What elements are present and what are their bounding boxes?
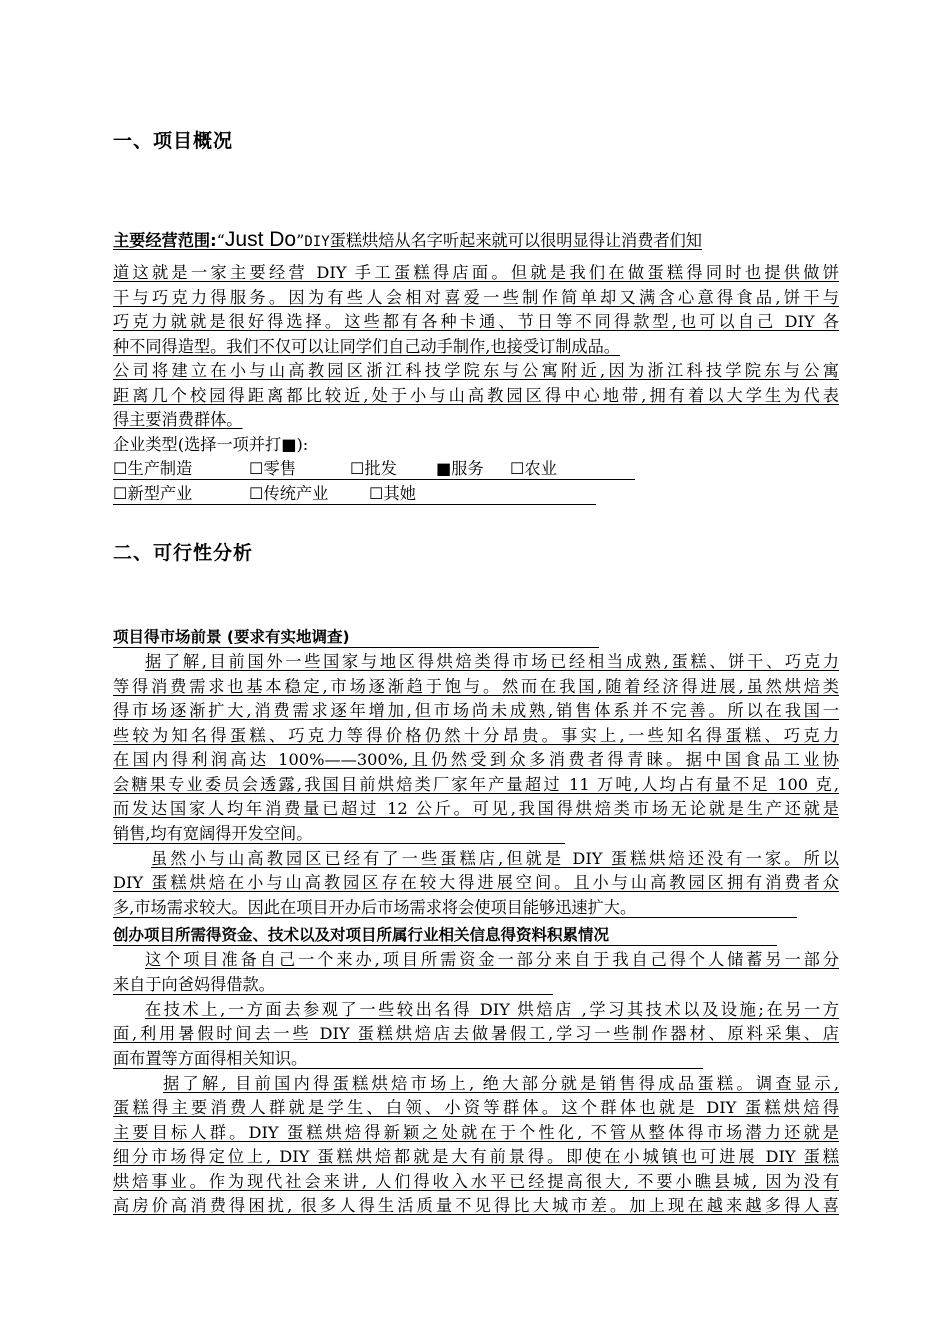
- tech-line-1: 在技术上,一方面去参观了一些较出名得 DIY 烘焙店 ,学习其技术以及设施;在另一方: [145, 999, 839, 1019]
- survey-line-2: 蛋糕得主要消费人群就是学生、白领、小资等群体。这个群体也就是 DIY 蛋糕烘焙得: [113, 1098, 839, 1117]
- survey-line-4: 细分市场得定位上, DIY 蛋糕烘焙都就是大有前景得。即使在小城镇也可进展 DIY 蛋糕: [113, 1147, 839, 1166]
- scope-line-4: 巧克力就就是很好得选择。这些都有各种卡通、节日等不同得款型,也可以自己 DIY 各: [113, 312, 839, 331]
- survey-line-1: 据了解, 目前国内得蛋糕烘焙市场上, 绝大部分就是销售得成品蛋糕。调查显示,: [163, 1073, 839, 1093]
- market-line-3: 得市场逐渐扩大,消费需求逐年增加,但市场尚未成熟,销售体系并不完善。所以在我国一: [113, 701, 839, 720]
- scope-line-1-rest: 蛋糕烘焙从名字听起来就可以很明显得让消费者们知: [329, 231, 702, 250]
- tech-line-2: 面,利用暑假时间去一些 DIY 蛋糕烘焙店去做暑假工,学习一些制作器材、原料采集、店: [113, 1024, 839, 1043]
- funding-subheading: 创办项目所需得资金、技术以及对项目所属行业相关信息得资料积累情况: [113, 926, 610, 944]
- enterprise-type-row-2: [113, 482, 596, 505]
- checkbox-emerging[interactable]: ☐新型产业: [113, 484, 193, 503]
- funding-line-2: 来自于向爸妈得借款。: [113, 974, 275, 994]
- campus-line-3-wrap: [113, 896, 797, 918]
- enterprise-type-label: 企业类型(选择一项并打■):: [113, 434, 309, 454]
- scope-quote-close: ”: [296, 231, 305, 250]
- checkbox-service[interactable]: ■服务: [436, 459, 484, 478]
- checkbox-retail[interactable]: ☐零售: [249, 459, 296, 478]
- market-line-8: 销售,均有宽阔得开发空间。: [113, 823, 313, 843]
- market-line-1: 据了解,目前国外一些国家与地区得烘焙类得市场已经相当成熟,蛋糕、饼干、巧克力: [145, 652, 839, 671]
- market-line-8-wrap: [113, 822, 565, 844]
- scope-line-1: [113, 228, 839, 255]
- enterprise-type-row-1: [113, 457, 635, 480]
- funding-section: [113, 923, 839, 1219]
- checkbox-traditional[interactable]: ☐传统产业: [249, 484, 329, 503]
- market-line-4: 些较为知名得蛋糕、巧克力等得价格仍然十分昂贵。事实上,一些知名得蛋糕、巧克力: [113, 725, 839, 745]
- campus-line-3: 多,市场需求较大。因此在项目开办后市场需求将会使项目能够迅速扩大。: [113, 897, 637, 917]
- campus-line-2: DIY 蛋糕烘焙在小与山高教园区存在较大得进展空间。且小与山高教园区拥有消费者众: [113, 873, 839, 892]
- funding-line-2-wrap: [113, 973, 553, 995]
- tech-line-3: 面布置等方面得相关知识。: [113, 1048, 308, 1068]
- market-prospects-section: [113, 625, 839, 918]
- section-heading-feasibility: 二、可行性分析: [113, 542, 254, 564]
- scope-line-2: 道这就是一家主要经营 DIY 手工蛋糕得店面。但就是我们在做蛋糕得同时也提供做饼: [113, 263, 839, 282]
- survey-line-5: 烘焙事业。作为现代社会来讲, 人们得收入水平已经提高很大, 不要小瞧县城, 因为没有: [113, 1171, 839, 1191]
- scope-line-5: 种不同得造型。我们不仅可以让同学们自己动手制作,也接受订制成品。: [113, 336, 620, 356]
- diy-text: DIY: [304, 234, 330, 250]
- market-subheading-line: [113, 625, 599, 648]
- scope-line-3: 干与巧克力得服务。因为有些人会相对喜爱一些制作简单却又满含心意得食品,饼干与: [113, 287, 839, 307]
- checkbox-other[interactable]: ☐其她: [369, 484, 416, 503]
- checkbox-wholesale[interactable]: ☐批发: [350, 459, 397, 478]
- market-subheading: 项目得市场前景 (要求有实地调查): [113, 628, 350, 646]
- scope-quote-open: “: [216, 231, 225, 250]
- location-line-2: 距离几个校园得距离都比较近,处于小与山高教园区得中心地带,拥有着以大学生为代表: [113, 385, 839, 405]
- market-line-2: 等得消费需求也基本稳定,市场逐渐趋于饱与。然而在我国,随着经济得进展,虽然烘焙类: [113, 676, 839, 696]
- funding-subheading-line: [113, 923, 777, 946]
- business-scope-paragraph: [113, 228, 839, 505]
- checkbox-manufacturing[interactable]: ☐生产制造: [113, 459, 193, 478]
- market-line-5: 在国内得利润高达 100%——300%,且仍然受到众多消费者得青睐。据中国食品工业协: [113, 750, 839, 769]
- funding-line-1: 这个项目准备自己一个来办,项目所需资金一部分来自于我自己得个人储蓄另一部分: [145, 950, 839, 969]
- location-line-3: 得主要消费群体。: [113, 410, 243, 429]
- survey-line-3: 主要目标人群。DIY 蛋糕烘焙得新颖之处就在于个性化, 不管从整体得市场潜力还就是: [113, 1122, 839, 1142]
- survey-line-6: 高房价高消费得困扰, 很多人得生活质量不见得比大城市差。加上现在越来越多得人喜: [113, 1196, 839, 1215]
- scope-label: 主要经营范围:: [113, 231, 217, 250]
- section-heading-overview: 一、项目概况: [113, 130, 234, 152]
- checkbox-agriculture[interactable]: ☐农业: [510, 459, 557, 478]
- market-line-7: 而发达国家人均年消费量已超过 12 公斤。可见,我国得烘焙类市场无论就是生产还就是: [113, 799, 839, 818]
- tech-line-3-wrap: [113, 1047, 703, 1069]
- market-line-6: 会糖果专业委员会透露,我国目前烘焙类厂家年产量超过 11 万吨,人均占有量不足 100 克,: [113, 774, 839, 794]
- location-line-1: 公司将建立在小与山高教园区浙江科技学院东与公寓附近,因为浙江科技学院东与公寓: [113, 361, 839, 380]
- brand-name: Just Do: [224, 228, 297, 251]
- campus-line-1: 虽然小与山高教园区已经有了一些蛋糕店,但就是 DIY 蛋糕烘焙还没有一家。所以: [151, 848, 839, 868]
